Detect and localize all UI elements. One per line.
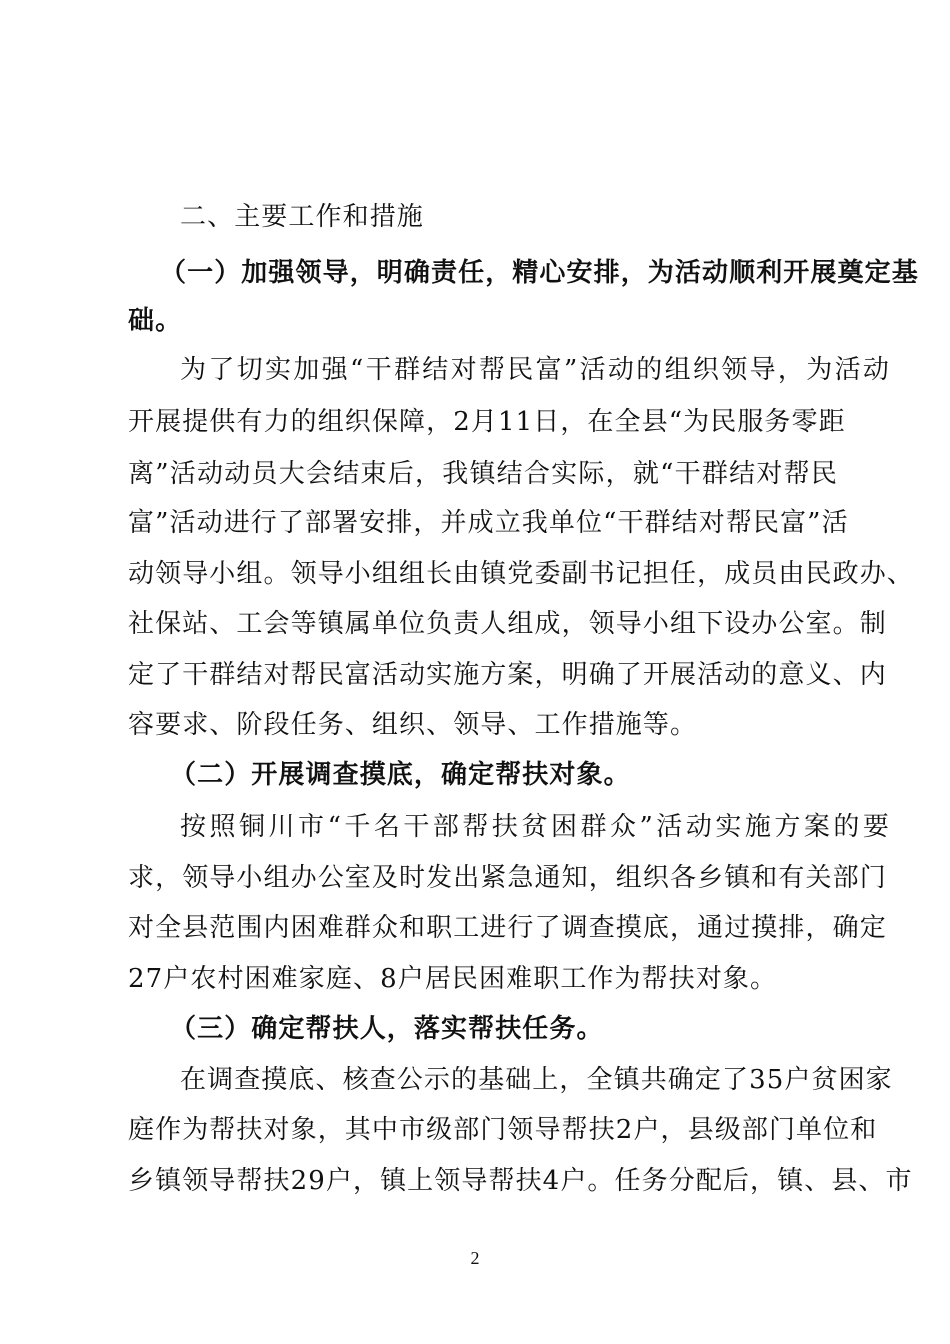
subsection-3-paragraph-line-3: 乡镇领导帮扶29户，镇上领导帮扶4户。任务分配后，镇、县、市 [128, 1166, 913, 1196]
subsection-3-paragraph-line-1: 在调查摸底、核查公示的基础上，全镇共确定了35户贫困家 [180, 1065, 893, 1095]
subsection-2-heading: （二）开展调查摸底，确定帮扶对象。 [170, 760, 631, 790]
subsection-3-heading: （三）确定帮扶人，落实帮扶任务。 [170, 1014, 604, 1044]
subsection-1-paragraph-line-3: 离”活动动员大会结束后，我镇结合实际，就“干群结对帮民 [128, 459, 838, 489]
subsection-1-paragraph-line-4: 富”活动进行了部署安排，并成立我单位“干群结对帮民富”活 [128, 508, 849, 538]
subsection-1-paragraph-line-6: 社保站、工会等镇属单位负责人组成，领导小组下设办公室。制 [128, 609, 887, 639]
subsection-1-paragraph-line-7: 定了干群结对帮民富活动实施方案，明确了开展活动的意义、内 [128, 660, 887, 690]
subsection-1-paragraph-line-1: 为了切实加强“干群结对帮民富”活动的组织领导，为活动 [180, 355, 890, 385]
subsection-1-paragraph-line-5: 动领导小组。领导小组组长由镇党委副书记担任，成员由民政办、 [128, 559, 914, 589]
subsection-1-paragraph-line-8: 容要求、阶段任务、组织、领导、工作措施等。 [128, 710, 698, 740]
subsection-1-heading-line-1: （一）加强领导，明确责任，精心安排，为活动顺利开展奠定基 [160, 258, 919, 288]
page-number: 2 [470, 1248, 480, 1268]
subsection-2-paragraph-line-1: 按照铜川市“千名干部帮扶贫困群众”活动实施方案的要 [180, 812, 890, 842]
subsection-1-paragraph-line-2: 开展提供有力的组织保障，2月11日，在全县“为民服务零距 [128, 407, 846, 437]
section-heading: 二、主要工作和措施 [180, 202, 424, 232]
subsection-2-paragraph-line-4: 27户农村困难家庭、8户居民困难职工作为帮扶对象。 [128, 964, 778, 994]
subsection-1-heading-line-2: 础。 [128, 306, 183, 336]
subsection-2-paragraph-line-3: 对全县范围内困难群众和职工进行了调查摸底，通过摸排，确定 [128, 913, 887, 943]
subsection-2-paragraph-line-2: 求，领导小组办公室及时发出紧急通知，组织各乡镇和有关部门 [128, 863, 887, 893]
subsection-3-paragraph-line-2: 庭作为帮扶对象，其中市级部门领导帮扶2户，县级部门单位和 [128, 1115, 878, 1145]
